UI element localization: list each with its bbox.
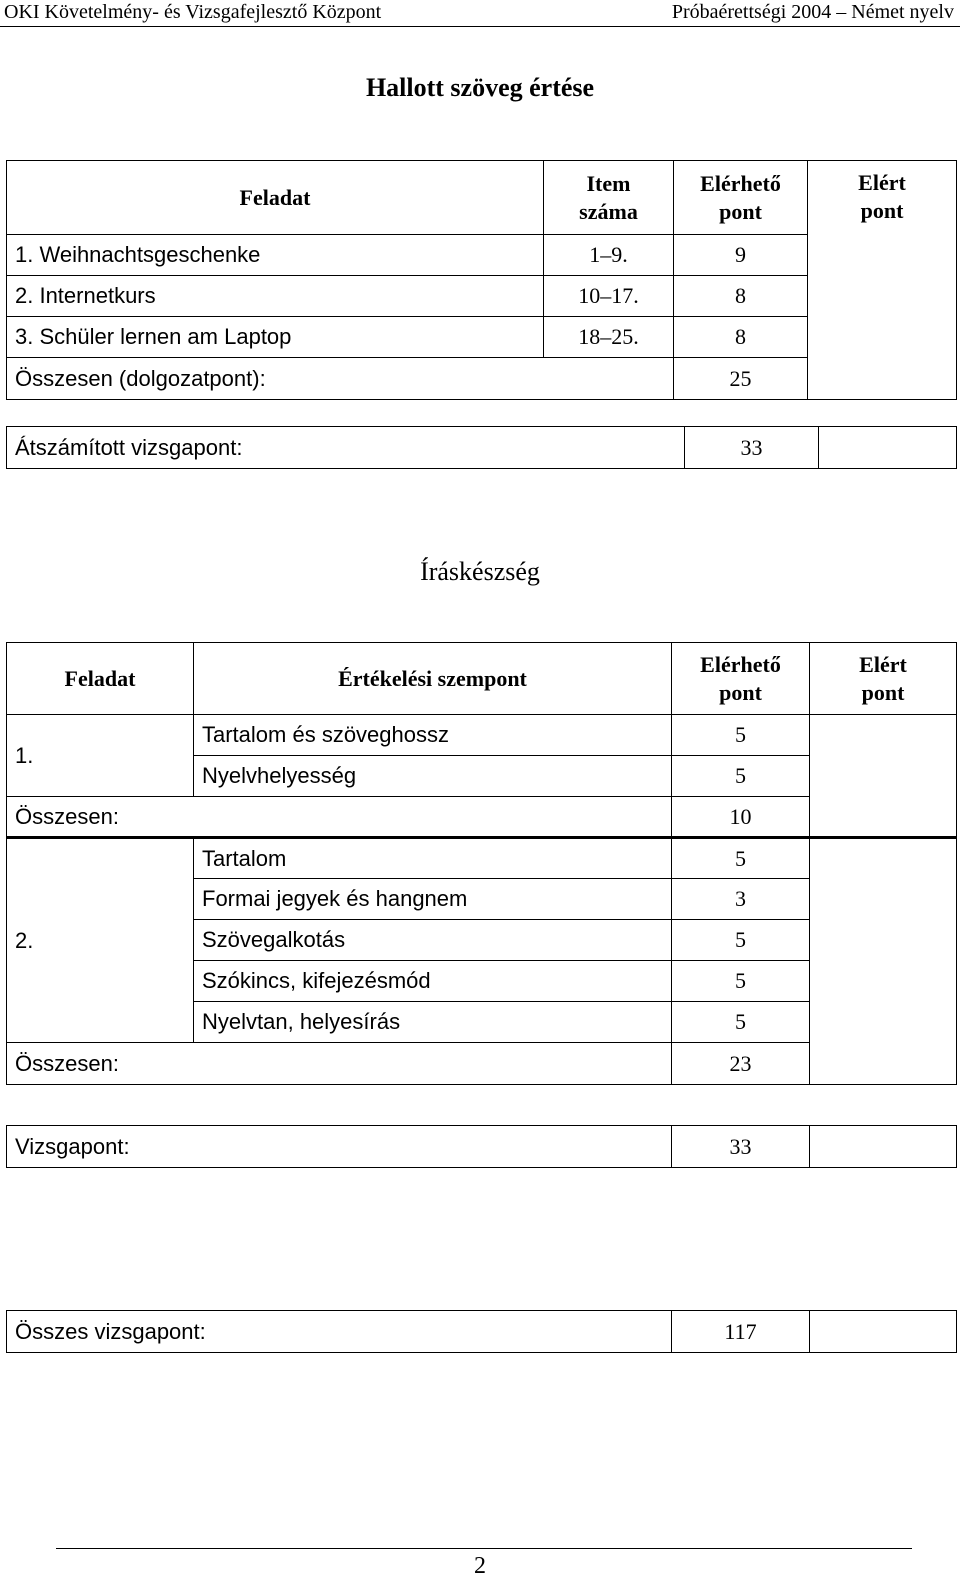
task-number: 1. (7, 715, 194, 797)
max-points: 5 (672, 961, 810, 1002)
exam-points-value: 33 (672, 1126, 810, 1168)
col-task: Feladat (7, 643, 194, 715)
max-points: 5 (672, 920, 810, 961)
header-right: Próbaérettségi 2004 – Német nyelv (671, 1, 954, 23)
total-value: 25 (674, 358, 808, 400)
col-criterion: Értékelési szempont (194, 643, 672, 715)
criterion-name: Formai jegyek és hangnem (194, 879, 672, 920)
col-task: Feladat (7, 161, 544, 235)
task-number: 2. (7, 838, 194, 1043)
writing-table (6, 642, 957, 1085)
col-item: Item száma (544, 161, 674, 235)
total-label: Összesen (dolgozatpont): (7, 358, 674, 400)
table-row (7, 838, 957, 879)
task-name: 3. Schüler lernen am Laptop (7, 317, 544, 358)
task-name: 2. Internetkurs (7, 276, 544, 317)
col-max-points: Elérhető pont (672, 643, 810, 715)
total-label: Összesen: (7, 1043, 672, 1085)
converted-earned-cell (819, 427, 957, 469)
criterion-name: Szókincs, kifejezésmód (194, 961, 672, 1002)
footer-rule (56, 1548, 912, 1549)
grand-total-label: Összes vizsgapont: (7, 1311, 672, 1353)
total-value: 23 (672, 1043, 810, 1085)
max-points: 8 (674, 276, 808, 317)
header-left: OKI Követelmény- és Vizsgafejlesztő Központ (4, 1, 382, 23)
col-earned-points: Elért pont (810, 643, 957, 715)
grand-total-earned-cell (810, 1311, 957, 1353)
item-range: 10–17. (544, 276, 674, 317)
writing-title: Íráskészség (420, 557, 540, 586)
max-points: 8 (674, 317, 808, 358)
table-row (7, 715, 957, 756)
listening-header-row (7, 161, 957, 235)
max-points: 3 (672, 879, 810, 920)
max-points: 5 (672, 756, 810, 797)
exam-points-table (6, 1125, 957, 1168)
item-range: 18–25. (544, 317, 674, 358)
criterion-name: Szövegalkotás (194, 920, 672, 961)
criterion-name: Nyelvhelyesség (194, 756, 672, 797)
max-points: 9 (674, 235, 808, 276)
listening-table (6, 160, 957, 400)
exam-points-label: Vizsgapont: (7, 1126, 672, 1168)
converted-value: 33 (685, 427, 819, 469)
converted-table (6, 426, 957, 469)
item-range: 1–9. (544, 235, 674, 276)
criterion-name: Nyelvtan, helyesírás (194, 1002, 672, 1043)
col-max-points: Elérhető pont (674, 161, 808, 235)
max-points: 5 (672, 838, 810, 879)
total-value: 10 (672, 797, 810, 838)
task-name: 1. Weihnachtsgeschenke (7, 235, 544, 276)
earned-points-cell (810, 838, 957, 1085)
criterion-name: Tartalom (194, 838, 672, 879)
header-rule (0, 26, 960, 27)
grand-total-value: 117 (672, 1311, 810, 1353)
page-number: 2 (474, 1553, 486, 1579)
criterion-name: Tartalom és szöveghossz (194, 715, 672, 756)
col-earned-points: Elért pont (808, 161, 957, 400)
converted-label: Átszámított vizsgapont: (7, 427, 685, 469)
listening-title: Hallott szöveg értése (365, 73, 595, 102)
exam-points-earned-cell (810, 1126, 957, 1168)
earned-points-cell (810, 715, 957, 838)
total-label: Összesen: (7, 797, 672, 838)
max-points: 5 (672, 1002, 810, 1043)
max-points: 5 (672, 715, 810, 756)
grand-total-table (6, 1310, 957, 1353)
writing-header-row (7, 643, 957, 715)
